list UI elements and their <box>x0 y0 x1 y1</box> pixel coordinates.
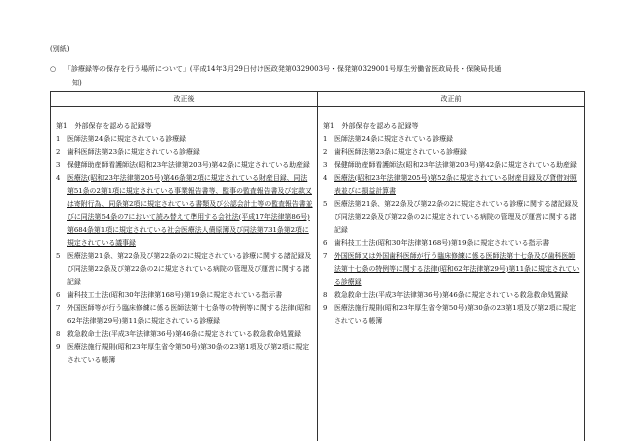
list-item: 5 医療法第21条、第22条及び第22条の2に規定されている診療に関する諸記録及び同法第22条及び第22条の2に規定されている病院の管理及び運営に関する諸記録 <box>56 251 312 286</box>
header-after: 改正後 <box>51 92 318 107</box>
list-item: 4 医療法(昭和23年法律第205号)第46条第2項に規定されている財産目録、同法第51条の2第1項に規定されている事業報告書等、監事の監査報告書及び定款又は寄附行為、同条第2項に規定されている書類及び公認会計士等の監査報告書並びに同法第54条の7において読み替えて準用する会社法(平成17年法律第86号)第684条第1項に規定されている社会医療法人債原簿及び同法第731条第2項に規定されている議事録 <box>56 172 313 250</box>
list-item: 7 外国医師等が行う臨床修練に係る医師法第十七条等の特例等に関する法律(昭和62年法律第29号)第11条に規定されている診療録 <box>56 303 311 325</box>
amended-text: 医療法(昭和23年法律第205号)第46条第2項に規定されている財産目録、同法第51条の2第1項に規定されている事業報告書等、監事の監査報告書及び定款又は寄附行為、同条第2項に規定されている書類及び公認会計士等の監査報告書並びに同法第54条の7において読み替えて準用する会社法(平成17年法律第86号)第684条第1項に規定されている社会医療法人債原簿及び同法第731条第2項に規定されている議事録 <box>67 173 313 247</box>
list-item: 8 救急救命士法(平成3年法律第36号)第46条に規定されている救急救命処置録 <box>323 290 569 299</box>
list-item: 2 歯科医師法第23条に規定されている診療録 <box>56 147 200 156</box>
list-item: 1 医師法第24条に規定されている診療録 <box>56 134 187 143</box>
list-item: 2 歯科医師法第23条に規定されている診療録 <box>323 147 467 156</box>
amended-text: 医療法(昭和23年法律第205号)第52条に規定されている財産目録及び貸借対照表並びに損益計算書 <box>334 173 577 195</box>
list-item: 9 医療法施行規則(昭和23年厚生省令第50号)第30条の23第1項及び第2項に規定されている帳簿 <box>323 303 577 325</box>
list-item: 3 保健師助産師看護師法(昭和23年法律第203号)第42条に規定されている助産録 <box>323 160 577 169</box>
list-item: 3 保健師助産師看護師法(昭和23年法律第203号)第42条に規定されている助産録 <box>56 160 310 169</box>
notice-line-1: 「診療録等の保存を行う場所について」(平成14年3月29日付け医政発第0329003号・保発第0329001号厚生労働省医政局長・保険局長通 <box>64 65 502 73</box>
list-item: 6 歯科技工士法(昭和30年法律第168号)第19条に規定されている指示書 <box>56 290 283 299</box>
amended-text: 外国医師又は外国歯科医師が行う臨床修練に係る医師法第十七条及び歯科医師法第十七条の特例等に関する法律(昭和62年法律第29号)第11条に規定されている診療録 <box>334 251 580 286</box>
comparison-table <box>50 91 585 441</box>
notice-title <box>50 62 580 90</box>
list-item: 4 医療法(昭和23年法律第205号)第52条に規定されている財産目録及び貸借対照表並びに損益計算書 <box>323 172 580 198</box>
list-item: 9 医療法施行規則(昭和23年厚生省令第50号)第30条の23第1項及び第2項に規定されている帳簿 <box>56 342 310 364</box>
annex-label: (別紙) <box>50 45 70 53</box>
list-item: 7 外国医師又は外国歯科医師が行う臨床修練に係る医師法第十七条及び歯科医師法第十七条の特例等に関する法律(昭和62年法律第29号)第11条に規定されている診療録 <box>323 250 580 289</box>
notice-line-2: 知) <box>72 79 82 87</box>
section-heading-after: 第1 外部保存を認める記録等 <box>56 122 152 130</box>
header-before: 改正前 <box>318 92 585 107</box>
list-item: 6 歯科技工士法(昭和30年法律第168号)第19条に規定されている指示書 <box>323 238 550 247</box>
column-after <box>51 107 318 441</box>
list-item: 8 救急救命士法(平成3年法律第36号)第46条に規定されている救急救命処置録 <box>56 329 302 338</box>
section-heading-before: 第1 外部保存を認める記録等 <box>323 122 419 130</box>
bullet-circle-icon: ○ <box>50 65 57 73</box>
list-item: 5 医療法第21条、第22条及び第22条の2に規定されている診療に関する諸記録及び同法第22条及び第22条の2に規定されている病院の管理及び運営に関する諸記録 <box>323 199 579 234</box>
column-before <box>318 107 585 441</box>
list-item: 1 医師法第24条に規定されている診療録 <box>323 134 454 143</box>
